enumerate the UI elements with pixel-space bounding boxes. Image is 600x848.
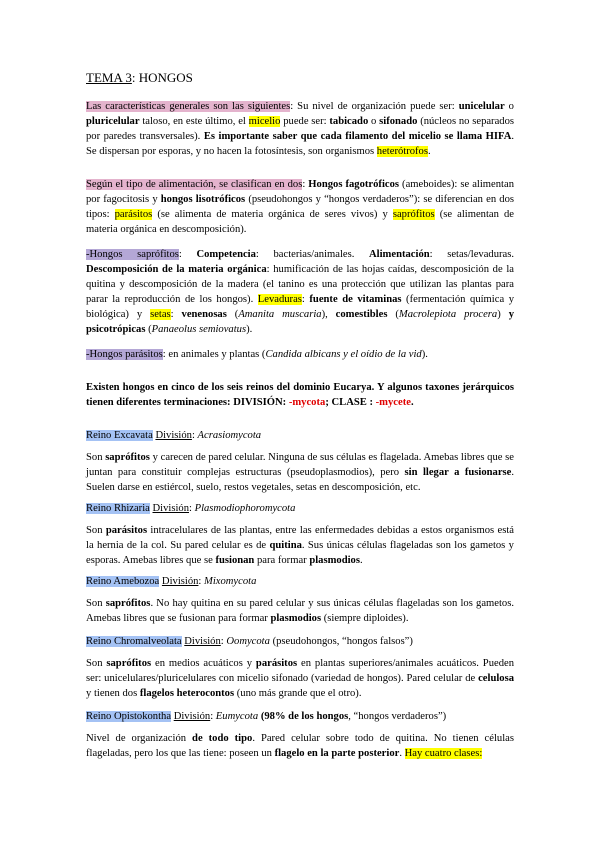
paragraph-alimentacion: Según el tipo de alimentación, se clasifican en dos: Hongos fagotróficos (ameboides): se alimentan por fagocitosis y hongos lisotróficos (pseudohongos y “hongos verdaderos”): se diferencian en dos tipos: parásitos (se alimenta de materia orgánica de seres vivos) y saprófitos (se alimentan de materia orgánica en descomposición).	[86, 179, 514, 235]
title-rest: : HONGOS	[131, 70, 193, 85]
reino-heading-chromalveolata: Reino Chromalveolata División: Oomycota (pseudohongos, “hongos falsos”)	[86, 636, 413, 647]
paragraph-saprofitos: -Hongos saprófitos: Competencia: bacterias/animales. Alimentación: setas/levaduras. Descomposición de la materia orgánica: humificación de las hojas caídas, descomposición de la quitina y descomposición de la madera (el tanino es una protección que utilizan las plantas para parar la reproducción de los hongos). Levaduras: fuente de vitaminas (fermentación química y biológica) y setas: venenosas (Amanita muscaria), comestibles (Macrolepiota procera) y psicotrópicas (Panaeolus semiovatus).	[86, 249, 514, 335]
page-title	[86, 70, 514, 85]
reino-text-amebozoa: Son saprófitos. No hay quitina en su pared celular y sus únicas células flageladas son los gametos. Amebas libres que se fusionan para formar plasmodios (siempre diploides).	[86, 598, 514, 624]
reino-text-opistokontha: Nivel de organización de todo tipo. Pared celular sobre todo de quitina. No tienen células flageladas, pero los que las tiene: poseen un flagelo en la parte posterior. Hay cuatro clases:	[86, 733, 514, 759]
reino-heading-opistokontha: Reino Opistokontha División: Eumycota (98% de los hongos, “hongos verdaderos”)	[86, 711, 447, 722]
reino-text-excavata: Son saprófitos y carecen de pared celular. Ninguna de sus células es flagelada. Amebas libres que se juntan para constituir complejas estructuras (pseudoplasmodios), pero sin llegar a fusionarse. Suelen darse en estiércol, suelo, restos vegetales, setas en descomposición, etc.	[86, 452, 515, 493]
reino-text-chromalveolata: Son saprófitos en medios acuáticos y parásitos en plantas superiores/animales acuáticos. Pueden ser: unicelulares/pluricelulares con micelio sifonado (variedad de hongos). Pared celular de celulosa y tienen dos flagelos heterocontos (uno más grande que el otro).	[86, 658, 514, 699]
reino-text-rhizaria: Son parásitos intracelulares de las plantas, entre las enfermedades debidas a estos organismos está la hernia de la col. Su pared celular es de quitina. Sus únicas células flageladas son los gametos y esporas. Amebas libres que se fusionan para formar plasmodios.	[86, 525, 514, 566]
reino-heading-excavata: Reino Excavata División: Acrasiomycota	[86, 430, 262, 441]
paragraph-caracteristicas: Las características generales son las siguientes: Su nivel de organización puede ser: unicelular o pluricelular taloso, en este último, el micelio puede ser: tabicado o sifonado (núcleos no separados por paredes transversales). Es importante saber que cada filamento del micelio se llama HIFA. Se dispersan por esporas, y no hacen la fotosíntesis, son organismos heterótrofos.	[86, 101, 515, 157]
paragraph-reinos-intro: Existen hongos en cinco de los seis reinos del dominio Eucarya. Y algunos taxones jerárquicos tienen diferentes terminaciones: DIVISIÓN: -mycota; CLASE : -mycete.	[86, 382, 514, 408]
reino-heading-amebozoa: Reino Amebozoa División: Mixomycota	[86, 576, 257, 587]
reino-heading-rhizaria: Reino Rhizaria División: Plasmodiophoromycota	[86, 503, 296, 514]
title-tema: TEMA 3	[86, 70, 132, 85]
paragraph-parasitos: -Hongos parásitos: en animales y plantas (Candida albicans y el oídio de la vid).	[86, 349, 428, 360]
